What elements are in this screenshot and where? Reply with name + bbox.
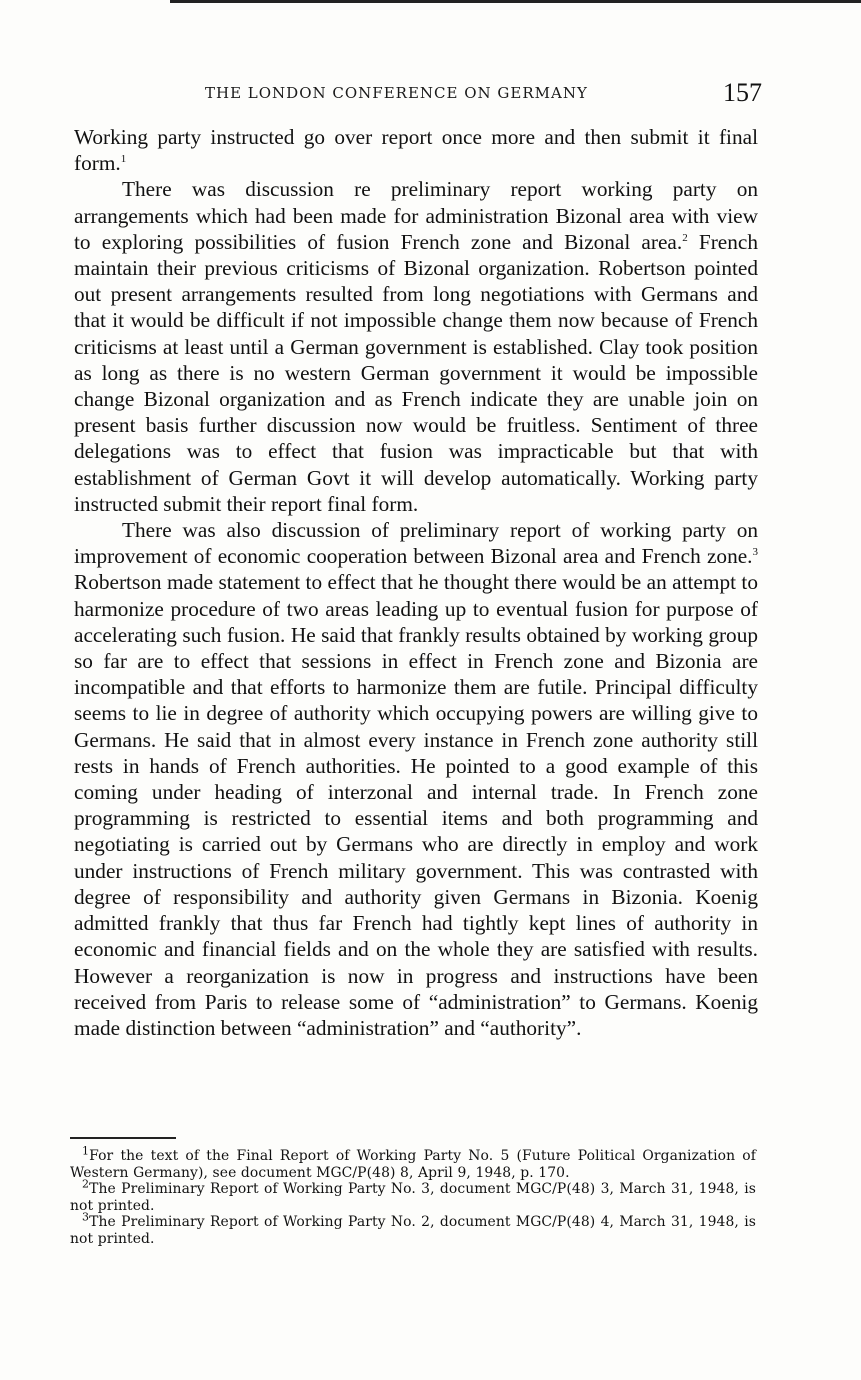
footnote-ref-3: 3: [752, 546, 758, 559]
footnote-marker: 2: [82, 1177, 90, 1191]
footnote: [70, 1177, 756, 1214]
paragraph-2-text-b: French maintain their previous criticisms of Bizonal organization. Robertson pointed out present arrangements resulted from long negotiations with Germans and that it would be difficult if not impossible change them now because of French criticisms at least until a German government is established. Clay took position as long as there is no western German government it would be impossible change Bizonal organization and as French indicate they are unable join on present basis further discussion now would be fruitless. Sentiment of three delegations was to effect that fusion was impracticable but that with establishment of German Govt it will develop automatically. Working party instructed submit their report final form.: [74, 229, 758, 516]
page-header: [72, 80, 762, 112]
paragraph-3-text-b: Robertson made statement to effect that he thought there would be an attempt to harmonize procedure of two areas leading up to eventual fusion for purpose of accelerating such fusion. He said that frankly results obtained by working group so far are to effect that sessions in effect in French zone and Bizonia are incompatible and that efforts to harmonize them are futile. Principal difficulty seems to lie in degree of authority which occupying powers are willing give to Germans. He said that in almost every instance in French zone authority still rests in hands of French authorities. He pointed to a good example of this coming under heading of interzonal and internal trade. In French zone programming is restricted to essential items and both programming and negotiating is carried out by Germans who are directly in employ and work under instructions of French military government. This was contrasted with degree of responsibility and authority given Germans in Bizonia. Koenig admitted frankly that thus far French had tightly kept lines of authority in economic and financial fields and on the whole they are satisfied with results. However a reorganization is now in progress and instructions have been received from Paris to release some of “administration” to Germans. Koenig made distinction between “administration” and “authority”.: [74, 570, 758, 1040]
running-title: THE LONDON CONFERENCE ON GERMANY: [205, 84, 588, 102]
page-top-border: [170, 0, 861, 3]
footnote-text: The Preliminary Report of Working Party No. 2, document MGC/P(48) 4, March 31, 1948, is not printed.: [70, 1214, 756, 1247]
footnote: [70, 1144, 756, 1181]
paragraph-3-text-a: There was also discussion of preliminary report of working party on improvement of economic cooperation between Bizonal area and French zone.: [74, 518, 758, 569]
footnote-divider: [70, 1137, 176, 1139]
footnote-text: For the text of the Final Report of Working Party No. 5 (Future Political Organization of Western Germany), see document MGC/P(48) 8, April 9, 1948, p. 170.: [70, 1148, 756, 1181]
paragraph-2-text-a: There was discussion re preliminary report working party on arrangements which had been made for administration Bizonal area with view to exploring possibilities of fusion French zone and Bizonal area.: [74, 177, 758, 254]
body-text: [74, 124, 758, 1041]
footnotes: [70, 1144, 756, 1248]
footnote-ref-1: 1: [120, 153, 127, 166]
footnote-marker: 1: [82, 1144, 90, 1158]
paragraph-1: [74, 124, 758, 176]
footnote-text: The Preliminary Report of Working Party No. 3, document MGC/P(48) 3, March 31, 1948, is not printed.: [70, 1181, 756, 1214]
footnote: [70, 1210, 756, 1247]
paragraph-1-text: Working party instructed go over report once more and then submit it final form.: [74, 125, 758, 176]
footnote-marker: 3: [82, 1210, 90, 1224]
paragraph-3: [74, 517, 758, 1041]
footnote-ref-2: 2: [682, 231, 688, 244]
paragraph-2: [74, 176, 758, 517]
page-number: 157: [723, 78, 762, 107]
